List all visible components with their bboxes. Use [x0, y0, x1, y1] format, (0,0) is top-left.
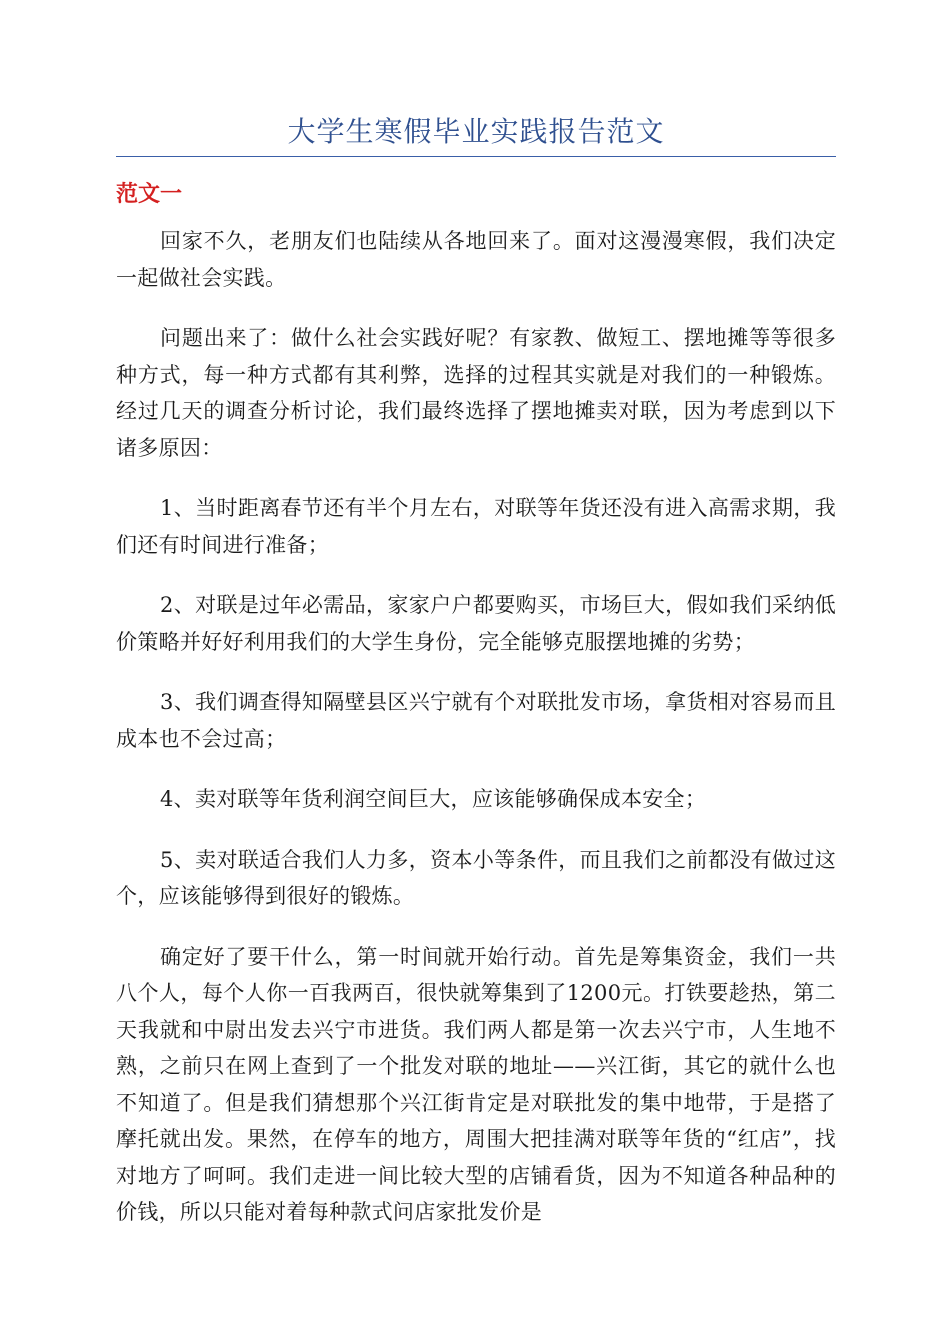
- document-body: [116, 223, 836, 1231]
- body-paragraph: 确定好了要干什么，第一时间就开始行动。首先是筹集资金，我们一共八个人，每个人你一百我两百，很快就筹集到了1200元。打铁要趁热，第二天我就和中尉出发去兴宁市进货。我们两人都是第一次去兴宁市，人生地不熟，之前只在网上查到了一个批发对联的地址——兴江街，其它的就什么也不知道了。但是我们猜想那个兴江街肯定是对联批发的集中地带，于是搭了摩托就出发。果然，在停车的地方，周围大把挂满对联等年货的“红店”，找对地方了呵呵。我们走进一间比较大型的店铺看货，因为不知道各种品种的价钱，所以只能对着每种款式问店家批发价是: [116, 944, 836, 1224]
- list-item-4: 4、卖对联等年货利润空间巨大，应该能够确保成本安全；: [160, 787, 707, 811]
- body-paragraph: 问题出来了：做什么社会实践好呢？有家教、做短工、摆地摊等等很多种方式，每一种方式都有其利弊，选择的过程其实就是对我们的一种锻炼。经过几天的调查分析讨论，我们最终选择了摆地摊卖对联，因为考虑到以下诸多原因：: [116, 326, 836, 460]
- title-underline: [116, 156, 836, 157]
- list-item-2: 2、对联是过年必需品，家家户户都要购买，市场巨大，假如我们采纳低价策略并好好利用我们的大学生身份，完全能够克服摆地摊的劣势；: [116, 593, 836, 654]
- document-title: 大学生寒假毕业实践报告范文: [287, 115, 665, 148]
- section-heading: 范文一: [116, 182, 183, 207]
- list-item-1: 1、当时距离春节还有半个月左右，对联等年货还没有进入高需求期，我们还有时间进行准备；: [116, 496, 836, 557]
- list-item-5: 5、卖对联适合我们人力多，资本小等条件，而且我们之前都没有做过这个，应该能够得到很好的锻炼。: [116, 847, 836, 908]
- body-paragraph: 回家不久，老朋友们也陆续从各地回来了。面对这漫漫寒假，我们决定一起做社会实践。: [116, 229, 836, 290]
- list-item-3: 3、我们调查得知隔壁县区兴宁就有个对联批发市场，拿货相对容易而且成本也不会过高；: [116, 690, 836, 751]
